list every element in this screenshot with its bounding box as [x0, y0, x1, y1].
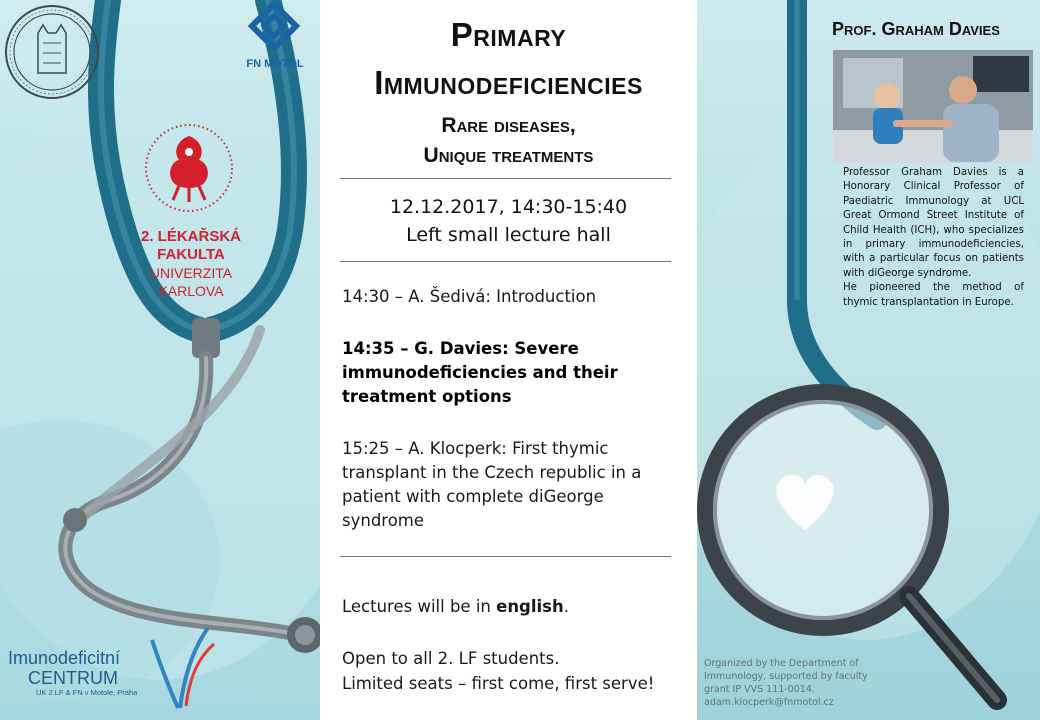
language-note-suffix: . [563, 597, 570, 616]
event-location: Left small lecture hall [406, 224, 611, 246]
organizer-line-2: Immunology, supported by faculty [704, 671, 868, 682]
imuno-centrum-line-3: UK 2.LF & FN v Motole, Praha [36, 688, 138, 697]
language-note-prefix: Lectures will be in [342, 597, 497, 616]
divider-2 [340, 261, 671, 262]
charles-university-seal-icon [3, 3, 101, 101]
faculty-line-4: KARLOVA [158, 283, 224, 299]
speaker-photo [833, 50, 1033, 163]
limited-seats-note: Limited seats – first come, first serve! [342, 674, 655, 693]
speaker-name: Prof. Graham Davies [832, 19, 1000, 39]
organizer-line-1: Organized by the Department of [704, 658, 859, 669]
organizer-line-3: grant IP VVS 111-0014. [704, 684, 815, 695]
language-note [342, 597, 569, 616]
imuno-centrum-logo [8, 648, 137, 698]
organizer-email[interactable]: adam.klocperk@fnmotol.cz [704, 697, 834, 708]
speaker-bio-paragraph-2: He pioneered the method of thymic transplantation in Europe. [843, 282, 1024, 308]
center-content [320, 0, 697, 720]
open-to-students-note: Open to all 2. LF students. [342, 649, 560, 668]
event-date-time: 12.12.2017, 14:30-15:40 [389, 196, 628, 218]
title-line-2: Immunodeficiencies [374, 64, 643, 101]
program-item-introduction: 14:30 – A. Šedivá: Introduction [342, 287, 597, 306]
faculty-line-2: FAKULTA [157, 246, 225, 263]
program-item-klocperk: 15:25 – A. Klocperk: First thymic transplant in the Czech republic in a patient with complete diGeorge syndrome [342, 439, 642, 530]
fn-motol-label: FN MOTOL [246, 58, 304, 70]
faculty-logo-text [126, 228, 256, 300]
left-decorative-panel [0, 0, 320, 720]
language-value: english [496, 597, 564, 616]
organizer-info [704, 657, 904, 709]
faculty-line-3: UNIVERZITA [149, 265, 233, 281]
stethoscope-illustration [0, 0, 320, 720]
divider-3 [340, 556, 671, 557]
speaker-photo-image-icon [833, 50, 1033, 163]
divider-1 [340, 178, 671, 179]
faculty-line-1: 2. LÉKAŘSKÁ [140, 228, 241, 245]
speaker-bio [843, 166, 1024, 310]
speaker-bio-paragraph-1: Professor Graham Davies is a Honorary Clinical Professor of Paediatric Immunology at UCL Great Ormond Street Institute of Child Health (ICH), who specializes in primary immunodeficiencies, with a particular focus on patients with diGeorge syndrome. [843, 167, 1024, 279]
title-line-1: Primary [450, 16, 567, 53]
subtitle-line-2: Unique treatments [423, 144, 594, 167]
imuno-centrum-line-2: CENTRUM [28, 668, 118, 688]
subtitle-line-1: Rare diseases, [441, 114, 576, 137]
imuno-centrum-swoosh-icon [148, 620, 218, 710]
program-item-davies: 14:35 – G. Davies: Severe immunodeficiencies and their treatment options [342, 339, 618, 406]
faculty-pelican-emblem-icon [143, 122, 235, 214]
fn-motol-logo-icon [244, 2, 304, 50]
imuno-centrum-line-1: Imunodeficitní [8, 648, 121, 668]
